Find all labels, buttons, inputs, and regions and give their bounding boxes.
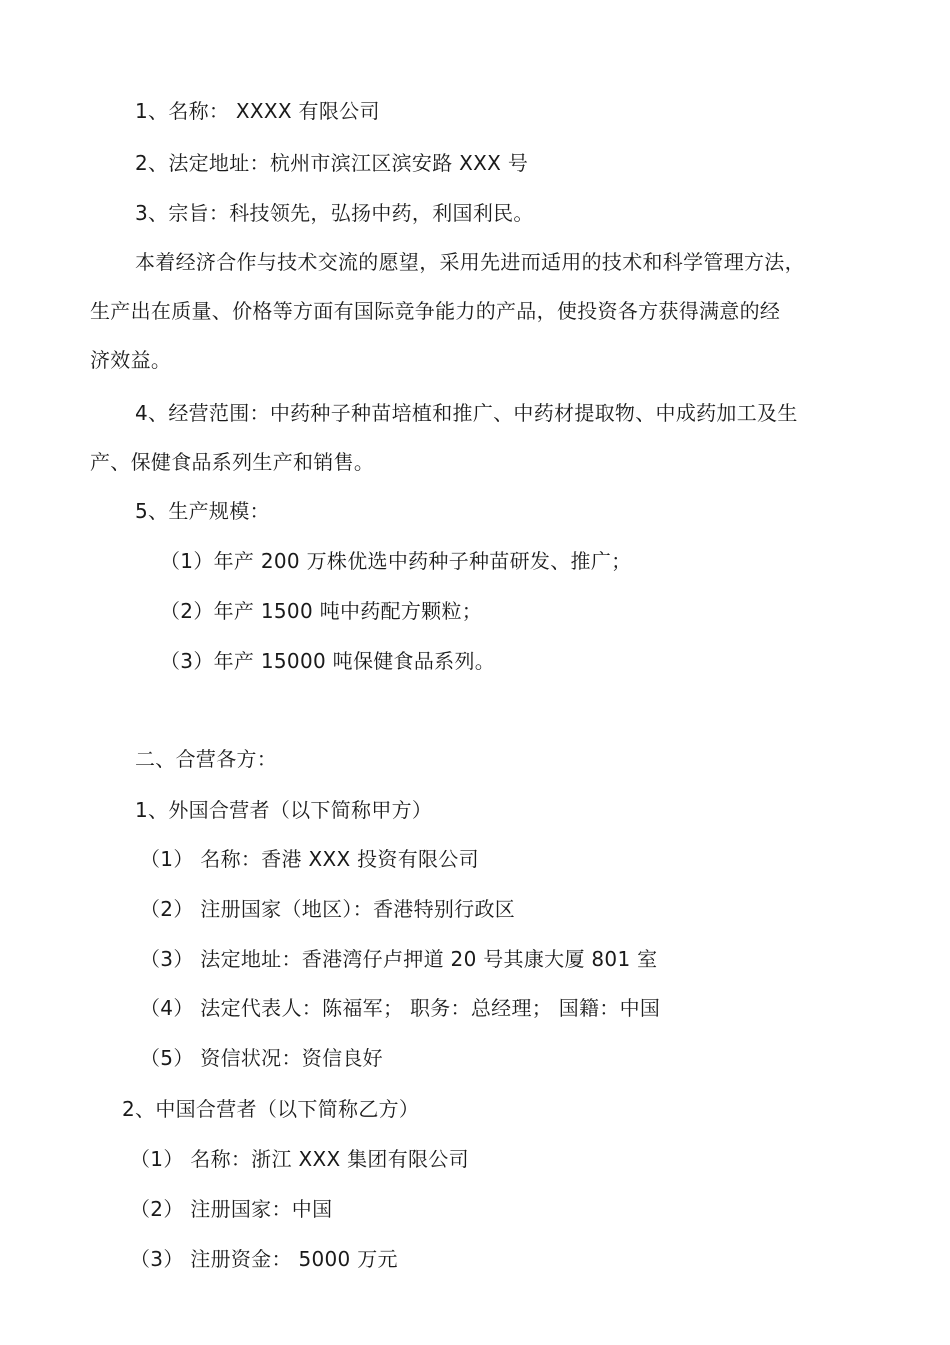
item-production-scale: 5、生产规模： bbox=[135, 499, 270, 523]
item-purpose: 3、宗旨：科技领先，弘扬中药，利国利民。 bbox=[135, 201, 534, 225]
party-a-representative: （4） 法定代表人：陈福军； 职务：总经理； 国籍：中国 bbox=[140, 996, 661, 1020]
item-legal-address: 2、法定地址：杭州市滨江区滨安路 XXX 号 bbox=[135, 151, 529, 175]
party-b-name: （1） 名称：浙江 XXX 集团有限公司 bbox=[130, 1147, 469, 1171]
item-business-scope-line-1: 4、经营范围：中药种子种苗培植和推广、中药材提取物、中成药加工及生 bbox=[135, 401, 798, 425]
party-b-capital: （3） 注册资金： 5000 万元 bbox=[130, 1247, 398, 1271]
party-a-address: （3） 法定地址：香港湾仔卢押道 20 号其康大厦 801 室 bbox=[140, 947, 658, 971]
paragraph-intro-line-1: 本着经济合作与技术交流的愿望，采用先进而适用的技术和科学管理方法， bbox=[135, 250, 805, 274]
party-a-country: （2） 注册国家（地区）：香港特别行政区 bbox=[140, 897, 516, 921]
party-a-heading: 1、外国合营者（以下简称甲方） bbox=[135, 798, 433, 822]
party-b-country: （2） 注册国家：中国 bbox=[130, 1197, 333, 1221]
party-b-heading: 2、中国合营者（以下简称乙方） bbox=[122, 1097, 420, 1121]
section-heading-parties: 二、合营各方： bbox=[135, 747, 278, 771]
scale-item-1: （1）年产 200 万株优选中药种子种苗研发、推广； bbox=[160, 549, 632, 573]
item-business-scope-line-2: 产、保健食品系列生产和销售。 bbox=[90, 450, 375, 474]
party-a-credit: （5） 资信状况：资信良好 bbox=[140, 1046, 383, 1070]
party-a-name: （1） 名称：香港 XXX 投资有限公司 bbox=[140, 847, 479, 871]
item-name: 1、名称： XXXX 有限公司 bbox=[135, 99, 380, 123]
paragraph-intro-line-2: 生产出在质量、价格等方面有国际竞争能力的产品，使投资各方获得满意的经 bbox=[90, 299, 781, 323]
paragraph-intro-line-3: 济效益。 bbox=[90, 348, 172, 372]
scale-item-2: （2）年产 1500 吨中药配方颗粒； bbox=[160, 599, 483, 623]
scale-item-3: （3）年产 15000 吨保健食品系列。 bbox=[160, 649, 496, 673]
